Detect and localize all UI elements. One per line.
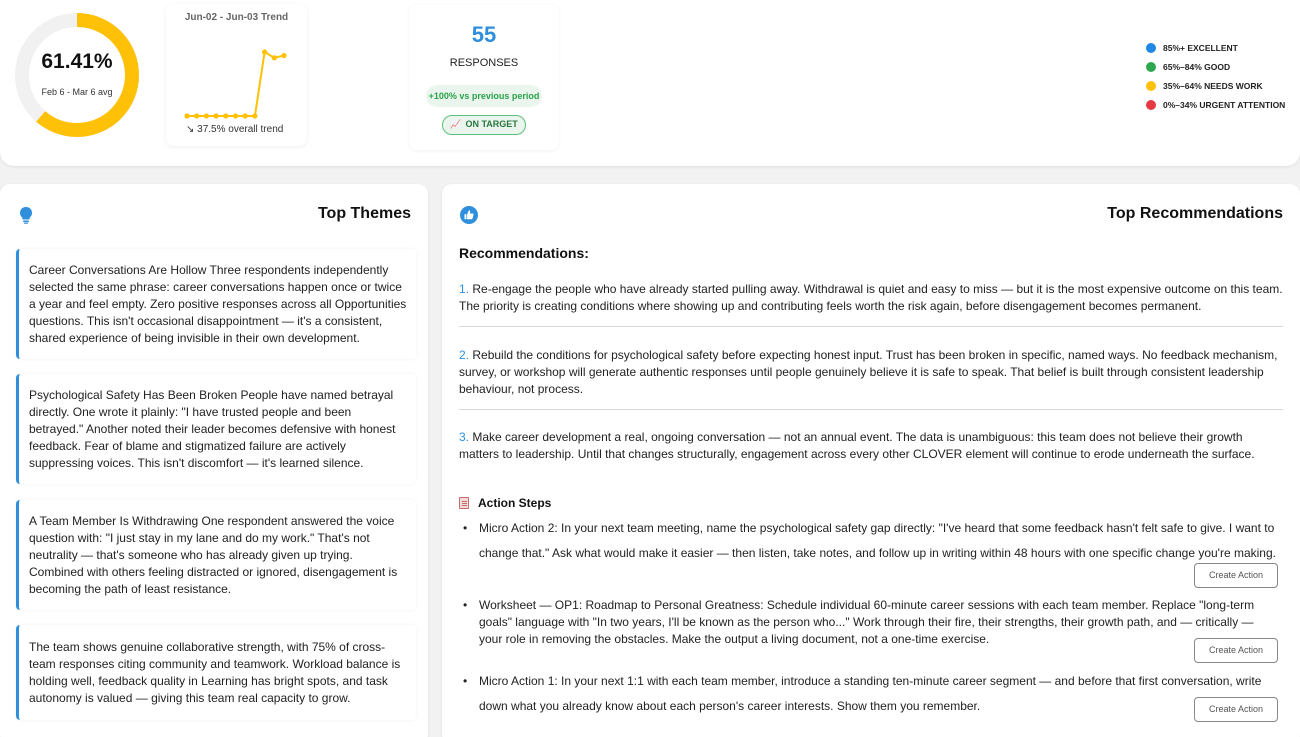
bullet: • xyxy=(463,674,468,688)
score-value: 61.41% xyxy=(41,50,113,73)
action-step-text: Worksheet — OP1: Roadmap to Personal Greatness: Schedule individual 60-minute career sessions with each team member. Replace "long-term goals" language with "In two years, I'll be known as the person who..." Work through their fire, their strengths, their growth path, and — critically — your role in removing the obstacles. Make the output a living document, not a one-time exercise. xyxy=(479,598,1255,646)
create-action-button[interactable]: Create Action xyxy=(1194,697,1278,722)
recommendations-heading: Recommendations: xyxy=(459,245,589,261)
trend-card xyxy=(166,4,307,146)
score-legend xyxy=(1146,38,1285,114)
recommendation-number: 3. xyxy=(459,430,470,444)
recommendation-item xyxy=(459,281,1283,315)
create-action-button[interactable]: Create Action xyxy=(1194,563,1278,588)
legend-item xyxy=(1146,38,1285,57)
trend-point xyxy=(252,113,257,118)
score-gauge xyxy=(14,12,140,138)
on-target-badge xyxy=(442,115,526,135)
legend-label: 65%–84% GOOD xyxy=(1163,61,1231,72)
theme-text: A Team Member Is Withdrawing One respondent answered the voice question with: "I just stay in my lane and do my work." That's not neutrality — that's someone who has already given up trying. Combined with others feeling distracted or ignored, disengagement is becoming the path of least resistance. xyxy=(29,513,398,596)
chart-icon: 📈 xyxy=(450,119,462,129)
legend-dot-good xyxy=(1146,62,1156,72)
recommendation-number: 2. xyxy=(459,348,470,362)
trend-footer: ↘ 37.5% overall trend xyxy=(186,124,284,135)
on-target-label: ON TARGET xyxy=(465,119,518,129)
recommendation-text: Make career development a real, ongoing conversation — not an annual event. The data is unambiguous: this team does not believe their growth matters to leadership. Until that changes structurally, engagement across every other CLOVER element will continue to erode underneath the surface. xyxy=(459,430,1255,461)
recommendation-text: Rebuild the conditions for psychological safety before expecting honest input. Trust has been broken in specific, named ways. No feedback mechanism, survey, or workshop will generate authentic responses until people genuinely believe it is safe to speak. That belief is built through consistent leadership behaviour, not process. xyxy=(459,348,1278,396)
bullet: • xyxy=(463,598,468,612)
legend-dot-urgent xyxy=(1146,100,1156,110)
action-steps-heading xyxy=(459,496,551,510)
theme-card xyxy=(16,625,416,720)
responses-card xyxy=(409,5,559,150)
trend-point xyxy=(214,113,219,118)
theme-card xyxy=(16,500,416,610)
trend-point xyxy=(262,49,267,54)
action-step-text: Micro Action 1: In your next 1:1 with each team member, introduce a standing ten-minute career segment — and before that first conversation, write down what you already know about each person's career interests. Show them you remember. xyxy=(479,674,1262,713)
legend-label: 35%–64% NEEDS WORK xyxy=(1163,80,1263,91)
recommendation-text: Re-engage the people who have already started pulling away. Withdrawal is quiet and easy to miss — but it is the most expensive outcome on this team. The priority is creating conditions where showing up and contributing feels worth the risk again, before disengagement becomes permanent. xyxy=(459,282,1283,313)
legend-item xyxy=(1146,57,1285,76)
theme-card xyxy=(16,249,416,359)
trend-point xyxy=(243,113,248,118)
theme-text: Career Conversations Are Hollow Three respondents independently selected the same phrase: career conversations happen once or twice a year and feel empty. Zero positive responses across all Opportunities questions. This isn't occasional disappointment — it's a consistent, shared experience of being invisible in their own development. xyxy=(29,262,407,345)
trend-point xyxy=(184,113,189,118)
panel-title: Top Themes xyxy=(317,205,411,222)
trend-point xyxy=(204,113,209,118)
top-themes-panel xyxy=(0,184,428,737)
action-steps-label: Action Steps xyxy=(478,496,552,510)
bullet: • xyxy=(463,521,468,535)
clipboard-icon xyxy=(459,497,469,509)
responses-delta-badge: +100% vs previous period xyxy=(426,85,542,107)
panel-title: Top Recommendations xyxy=(1107,205,1283,222)
divider xyxy=(459,409,1283,410)
trend-point xyxy=(233,113,238,118)
responses-label: RESPONSES xyxy=(449,57,519,69)
legend-label: 0%–34% URGENT ATTENTION xyxy=(1163,99,1286,110)
trend-title: Jun-02 - Jun-03 Trend xyxy=(184,12,289,23)
recommendation-item xyxy=(459,429,1283,463)
create-action-button[interactable]: Create Action xyxy=(1194,638,1278,663)
legend-dot-needs-work xyxy=(1146,81,1156,91)
theme-text: The team shows genuine collaborative strength, with 75% of cross-team responses citing community and teamwork. Workload balance is holding well, feedback quality in Learning has bright spots, and task autonomy is valued — giving this team real capacity to grow. xyxy=(29,639,401,705)
trend-point xyxy=(272,55,277,60)
lightbulb-icon xyxy=(18,206,34,224)
action-step-text: Micro Action 2: In your next team meeting, name the psychological safety gap directly: "I've heard that some feedback hasn't felt safe to give. I want to change that." Ask what would make it easier — then listen, take notes, and follow up in writing within 48 hours with one specific change you're making. xyxy=(479,521,1276,560)
legend-dot-excellent xyxy=(1146,43,1156,53)
thumbs-up-icon xyxy=(460,206,478,224)
recommendation-item xyxy=(459,347,1283,398)
theme-card xyxy=(16,374,416,484)
legend-item xyxy=(1146,76,1285,95)
summary-strip xyxy=(0,0,1300,166)
trend-point xyxy=(223,113,228,118)
legend-label: 85%+ EXCELLENT xyxy=(1163,42,1238,53)
score-period: Feb 6 - Mar 6 avg xyxy=(41,87,113,97)
theme-text: Psychological Safety Has Been Broken People have named betrayal directly. One wrote it plainly: "I have trusted people and been betrayed." Another noted their leader becomes defensive with honest feedback. Fear of blame and stigmatized failure are actively suppressing voices. This isn't discomfort — it's learned silence. xyxy=(29,387,396,470)
trend-point xyxy=(194,113,199,118)
trend-line xyxy=(187,52,284,116)
trend-point xyxy=(281,53,286,58)
top-recommendations-panel xyxy=(442,184,1300,737)
recommendation-number: 1. xyxy=(459,282,470,296)
divider xyxy=(459,326,1283,327)
responses-count: 55 xyxy=(471,22,497,47)
legend-item xyxy=(1146,95,1285,114)
